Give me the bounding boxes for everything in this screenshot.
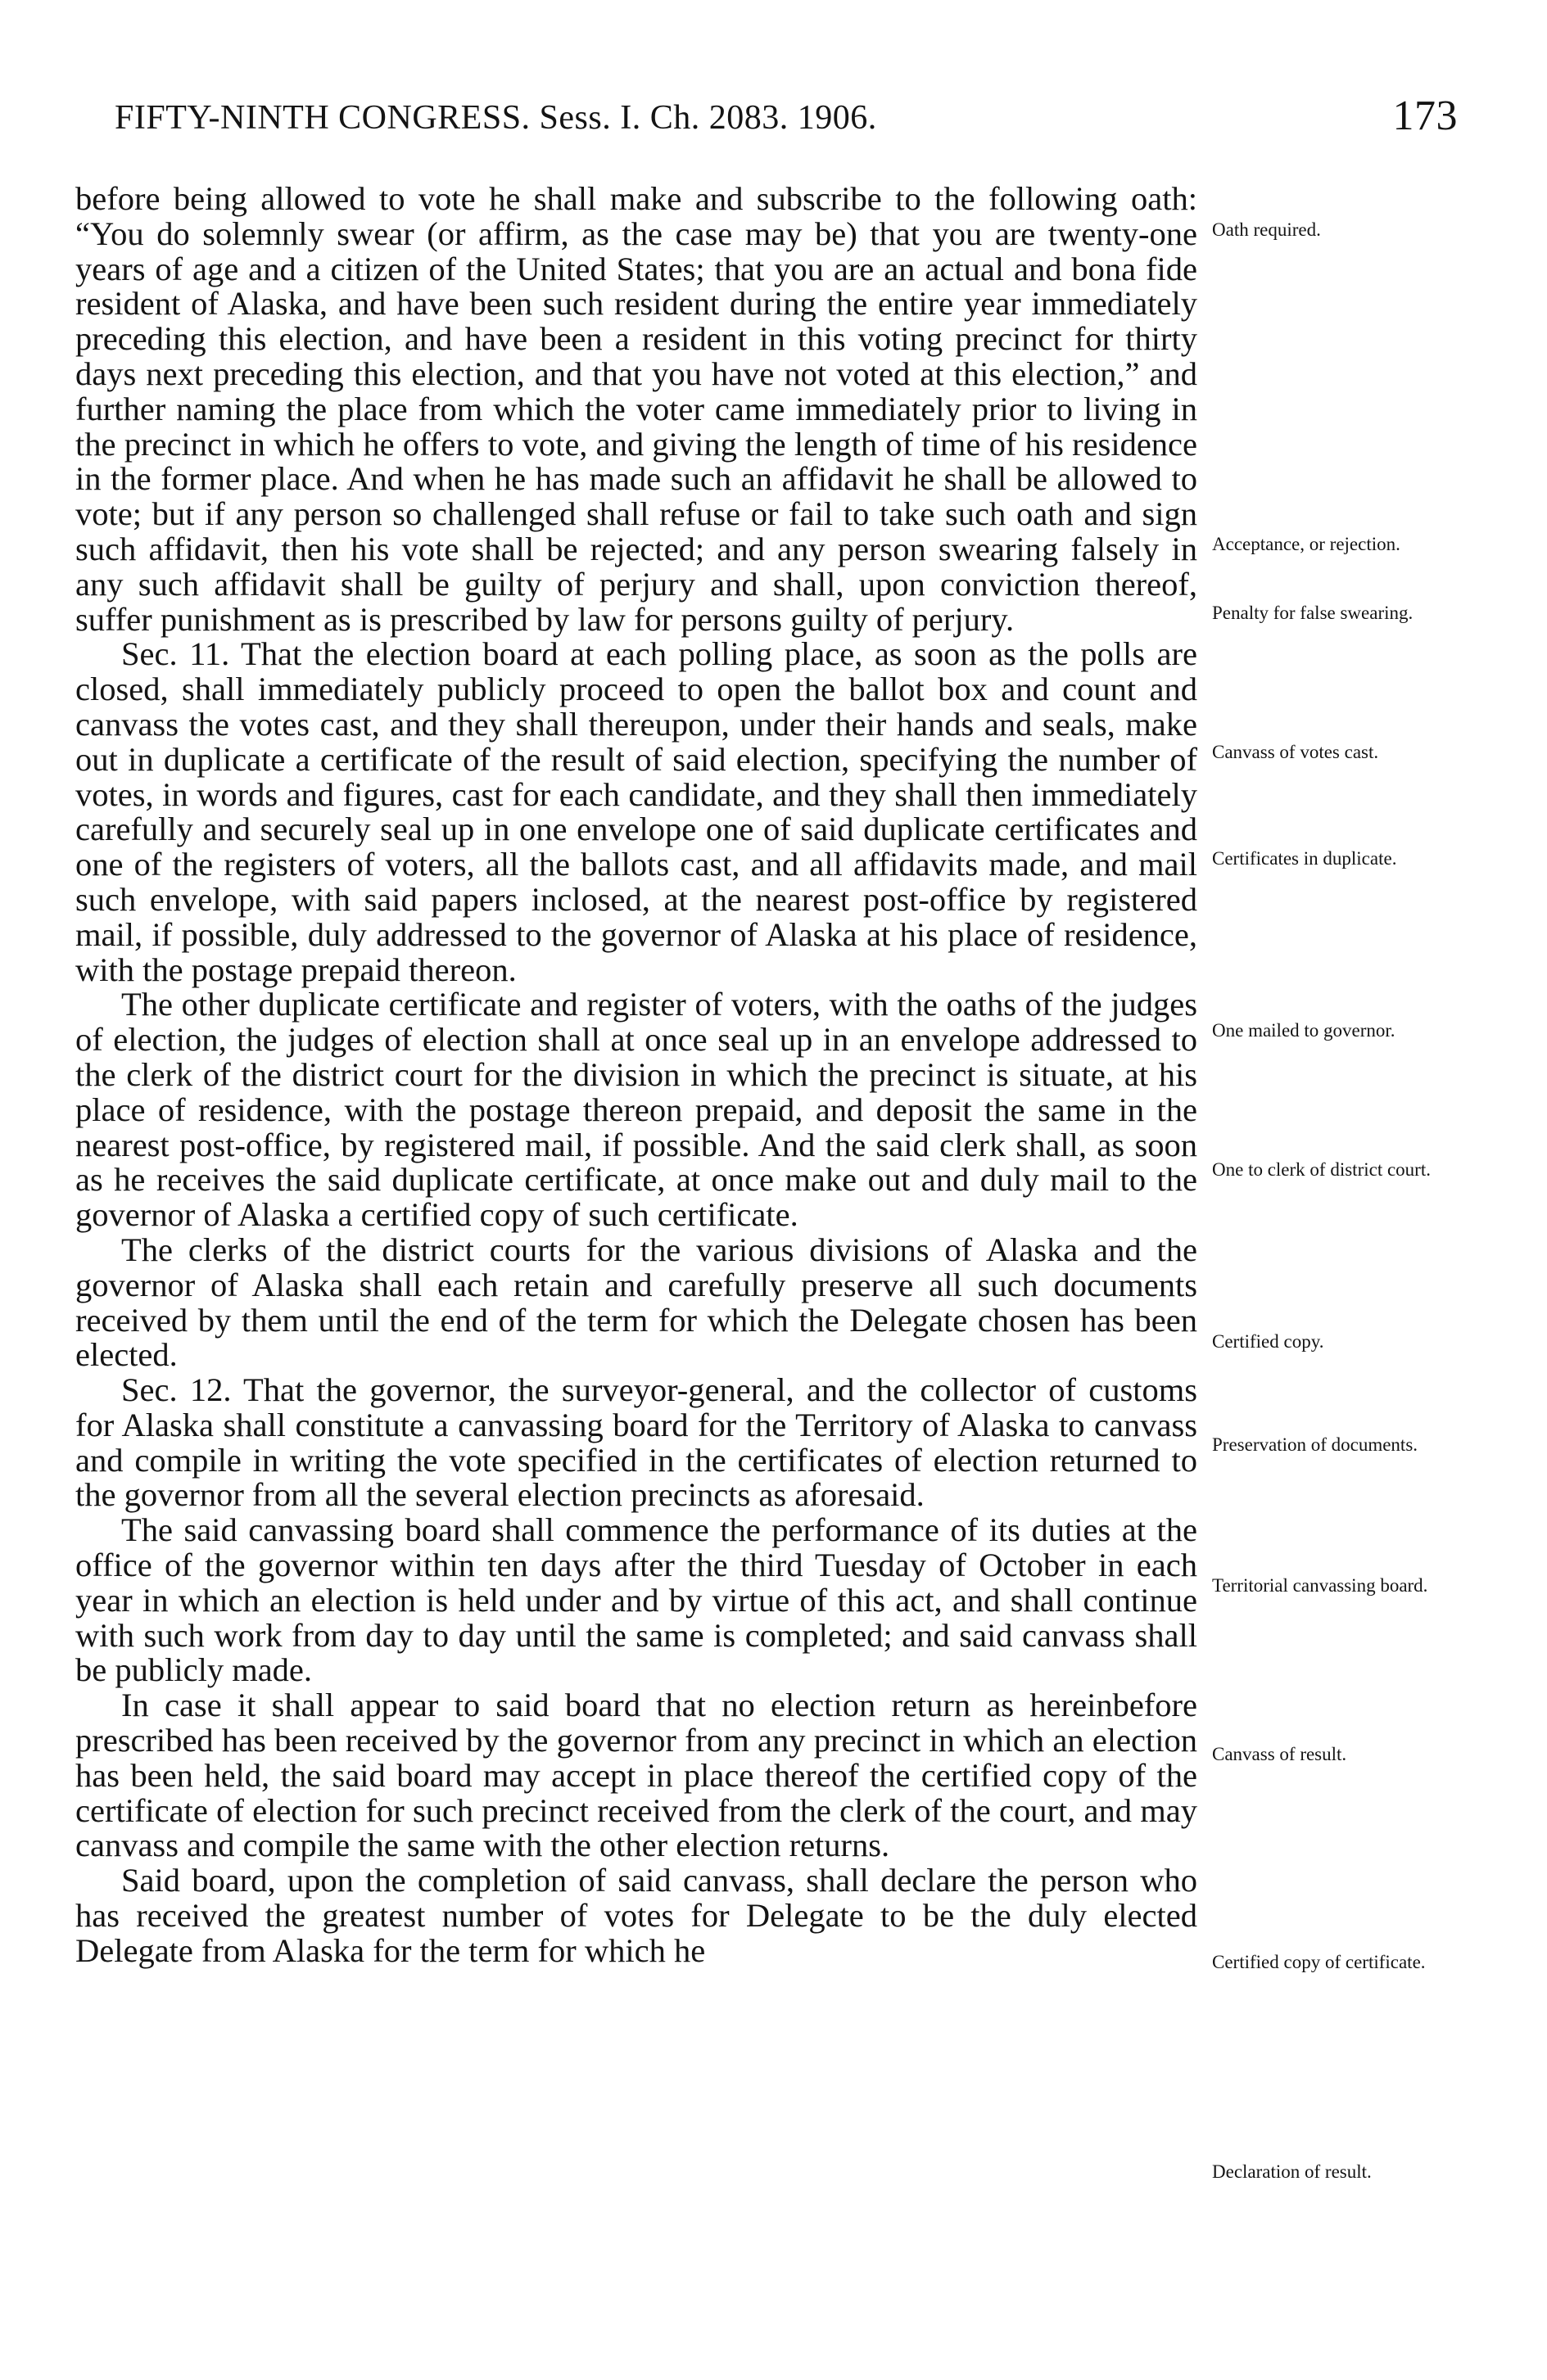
paragraph-duplicate-certificate: The other duplicate certificate and register of voters, with the oaths of the judges of election, the judges of election shall at once seal up in an envelope addressed to the clerk of the district court for the division in which the precinct is situate, at his place of residence, with the postage thereon prepaid, and deposit the same in the nearest post-office, by registered mail, if possible. And the said clerk shall, as soon as he receives the said duplicate certificate, at once make out and duly mail to the governor of Alaska a certified copy of such certificate. <box>75 986 1197 1234</box>
paragraph-canvass-duties: The said canvassing board shall commence the performance of its duties at the office of the governor within ten days after the third Tuesday of October in each year in which an election is held under and by virtue of this act, and shall continue with such work from day to day until the same is completed; and said canvass shall be publicly made. <box>75 1511 1197 1689</box>
body-text <box>75 182 1197 1969</box>
paragraph-declaration: Said board, upon the completion of said canvass, shall declare the person who has received the greatest number of votes for Delegate to be the duly elected Delegate from Alaska for the term for which he <box>75 1862 1197 1969</box>
margin-note-canvass-votes: Canvass of votes cast. <box>1212 742 1379 762</box>
margin-note-preservation: Preservation of documents. <box>1212 1434 1418 1455</box>
margin-note-canvass-result: Canvass of result. <box>1212 1744 1347 1764</box>
paragraph-sec-11: Sec. 11. That the election board at each polling place, as soon as the polls are closed, shall immediately publicly proceed to open the ballot box and count and canvass the votes cast, and they shall thereupon, under their hands and seals, make out in duplicate a certificate of the result of said election, specifying the number of votes, in words and figures, cast for each candidate, and they shall then immediately carefully and securely seal up in one envelope one of said duplicate certificates and one of the registers of voters, all the ballots cast, and all affidavits made, and mail such envelope, with said papers inclosed, at the nearest post-office by registered mail, if possible, duly addressed to the governor of Alaska at his place of residence, with the postage prepaid thereon. <box>75 635 1197 988</box>
page-header <box>115 92 1458 144</box>
margin-note-acceptance: Acceptance, or rejection. <box>1212 534 1400 554</box>
paragraph-oath: before being allowed to vote he shall make and subscribe to the following oath: “You do solemnly swear (or affirm, as the case may be) that you are twenty-one years of age and a citizen of the United States; that you are an actual and bona fide resident of Alaska, and have been such resident during the entire year immediately preceding this election, and have been a resident in this voting precinct for thirty days next preceding this election, and that you have not voted at this election,” and further naming the place from which the voter came immediately prior to living in the precinct in which he offers to vote, and giving the length of time of his residence in the former place. And when he has made such an affidavit he shall be allowed to vote; but if any person so challenged shall refuse or fail to take such oath and sign such affidavit, then his vote shall be rejected; and any person swearing falsely in any such affidavit shall be guilty of perjury and shall, upon conviction thereof, suffer punishment as is prescribed by law for persons guilty of perjury. <box>75 180 1197 638</box>
margin-note-penalty: Penalty for false swearing. <box>1212 603 1414 623</box>
paragraph-preservation: The clerks of the district courts for the various divisions of Alaska and the governor of Alaska shall each retain and carefully preserve all such documents received by them until the end of the term for which the Delegate chosen has been elected. <box>75 1231 1197 1374</box>
running-head: FIFTY-NINTH CONGRESS. Sess. I. Ch. 2083. 1906. <box>115 99 877 137</box>
margin-note-certificates: Certificates in duplicate. <box>1212 848 1397 869</box>
margin-note-clerk: One to clerk of district court. <box>1212 1159 1431 1180</box>
margin-note-declaration: Declaration of result. <box>1212 2161 1372 2182</box>
margin-note-mailed-governor: One mailed to governor. <box>1212 1020 1395 1041</box>
margin-note-certified-copy-certificate: Certified copy of certificate. <box>1212 1952 1426 1972</box>
paragraph-no-return: In case it shall appear to said board that no election return as hereinbefore prescribed has been received by the governor from any precinct in which an election has been held, the said board may accept in place thereof the certified copy of the certificate of election for such precinct received from the clerk of the court, and may canvass and compile the same with the other election returns. <box>75 1687 1197 1864</box>
paragraph-sec-12: Sec. 12. That the governor, the surveyor-general, and the collector of customs for Alaska shall constitute a canvassing board for the Territory of Alaska to canvass and compile in writing the vote specified in the certificates of election returned to the governor from all the several election precincts as aforesaid. <box>75 1371 1197 1514</box>
margin-note-oath: Oath required. <box>1212 219 1321 240</box>
margin-note-certified-copy: Certified copy. <box>1212 1331 1324 1352</box>
page-number: 173 <box>1392 93 1458 139</box>
margin-note-territorial-board: Territorial canvassing board. <box>1212 1575 1428 1596</box>
